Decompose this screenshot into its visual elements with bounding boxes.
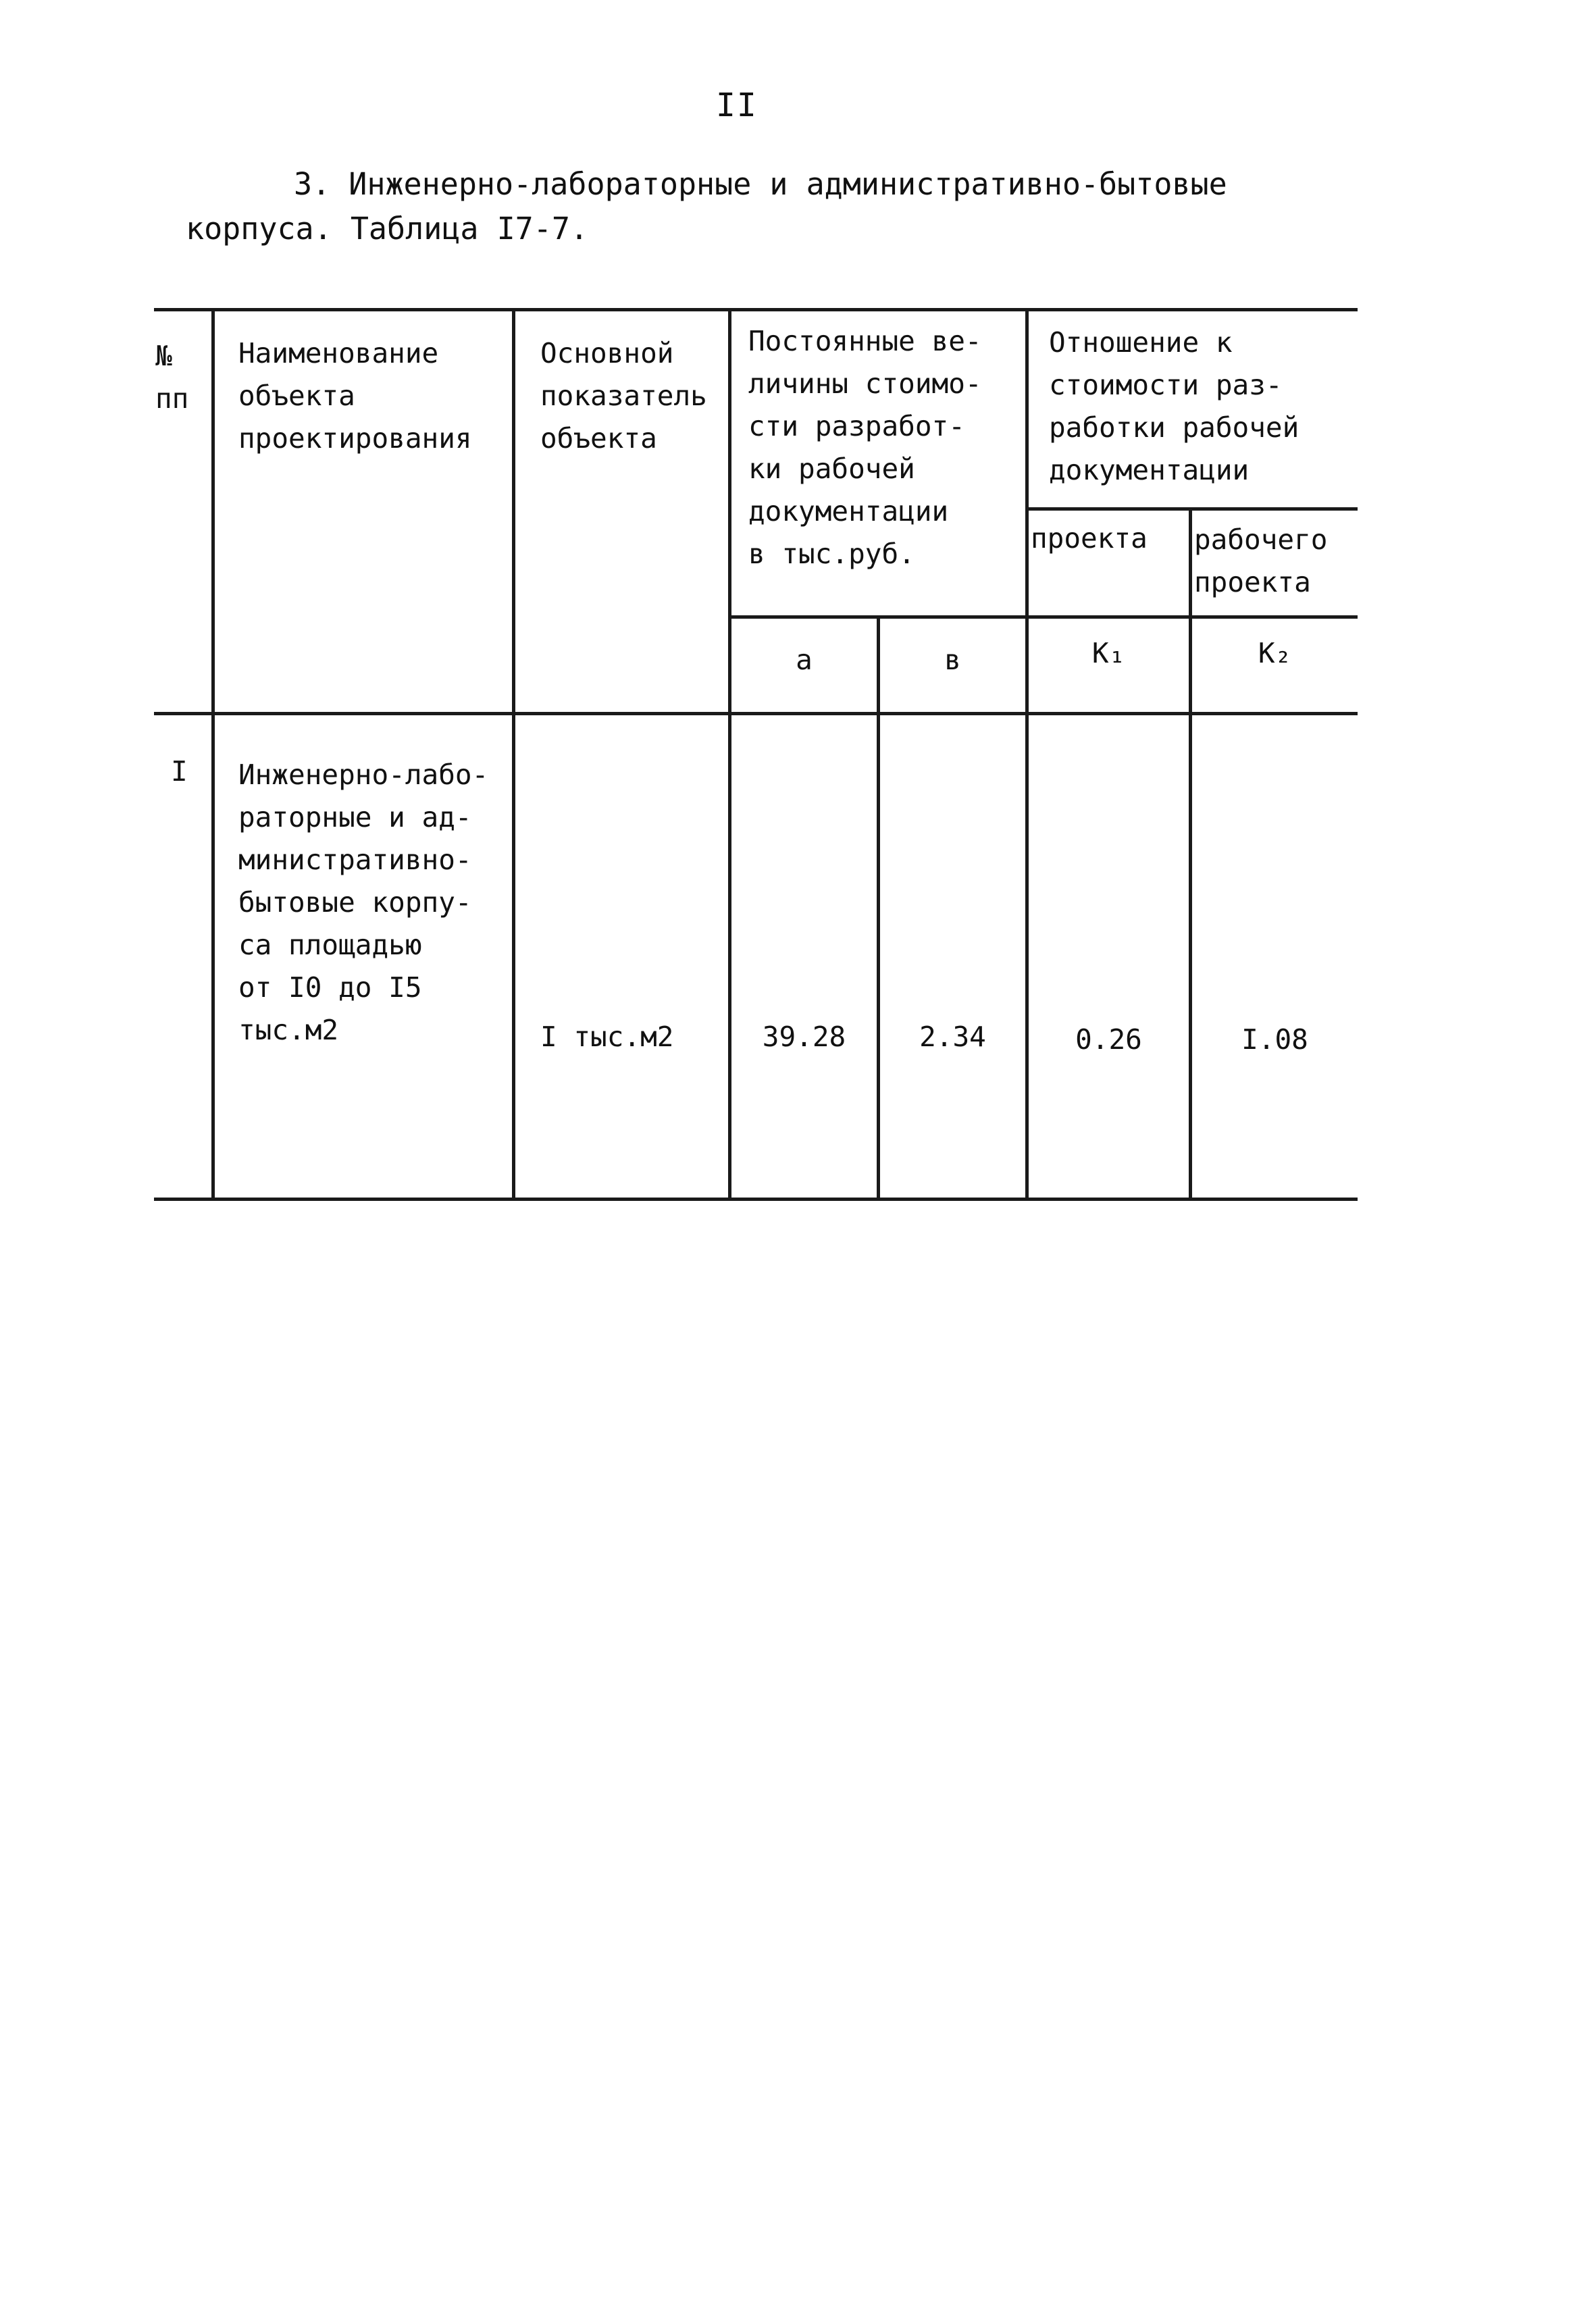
header-sub-rule <box>728 615 1358 619</box>
header-col-a: а <box>796 644 813 676</box>
table-top-rule <box>154 308 1358 311</box>
header-num: № пп <box>155 340 189 415</box>
col-divider-3 <box>728 308 731 1201</box>
col-divider-2 <box>512 308 515 1201</box>
row-num: I <box>171 755 188 788</box>
section-heading <box>186 162 1469 251</box>
heading-line-1: 3. Инженерно-лабораторные и административно-бытовые <box>294 166 1227 202</box>
table-bottom-rule <box>154 1198 1358 1201</box>
header-bottom-rule <box>154 712 1358 715</box>
header-col-k1: К₁ <box>1091 637 1126 669</box>
col-divider-4 <box>877 615 880 1201</box>
row-value-k1: 0.26 <box>1075 1023 1142 1056</box>
col-divider-1 <box>211 308 215 1201</box>
header-indicator: Основной показатель объекта <box>540 337 707 455</box>
row-indicator: I тыс.м2 <box>540 1021 674 1053</box>
header-constants: Постоянные ве- личины стоимо- сти разработ- ки рабочей документации в тыс.руб. <box>748 325 982 570</box>
row-name: Инженерно-лабо- раторные и ад- министративно- бытовые корпу- са площадью от I0 до I5 тыс.м2 <box>238 759 489 1046</box>
page-number: II <box>716 86 758 124</box>
header-col-v: в <box>944 644 961 676</box>
header-ratio: Отношение к стоимости раз- работки рабочей документации <box>1049 326 1299 486</box>
col-divider-6 <box>1189 507 1192 1201</box>
cost-table <box>154 308 1358 1201</box>
row-value-k2: I.08 <box>1241 1023 1308 1056</box>
row-value-v: 2.34 <box>919 1021 986 1053</box>
header-col-k2: К₂ <box>1258 637 1292 669</box>
row-value-a: 39.28 <box>762 1021 846 1053</box>
header-name: Наименование объекта проектирования <box>238 337 472 455</box>
col-divider-5 <box>1025 308 1029 1201</box>
heading-line-2: корпуса. Таблица I7-7. <box>186 211 589 247</box>
header-ratio-project: проекта <box>1031 522 1148 555</box>
header-ratio-working: рабочего проекта <box>1194 523 1328 598</box>
